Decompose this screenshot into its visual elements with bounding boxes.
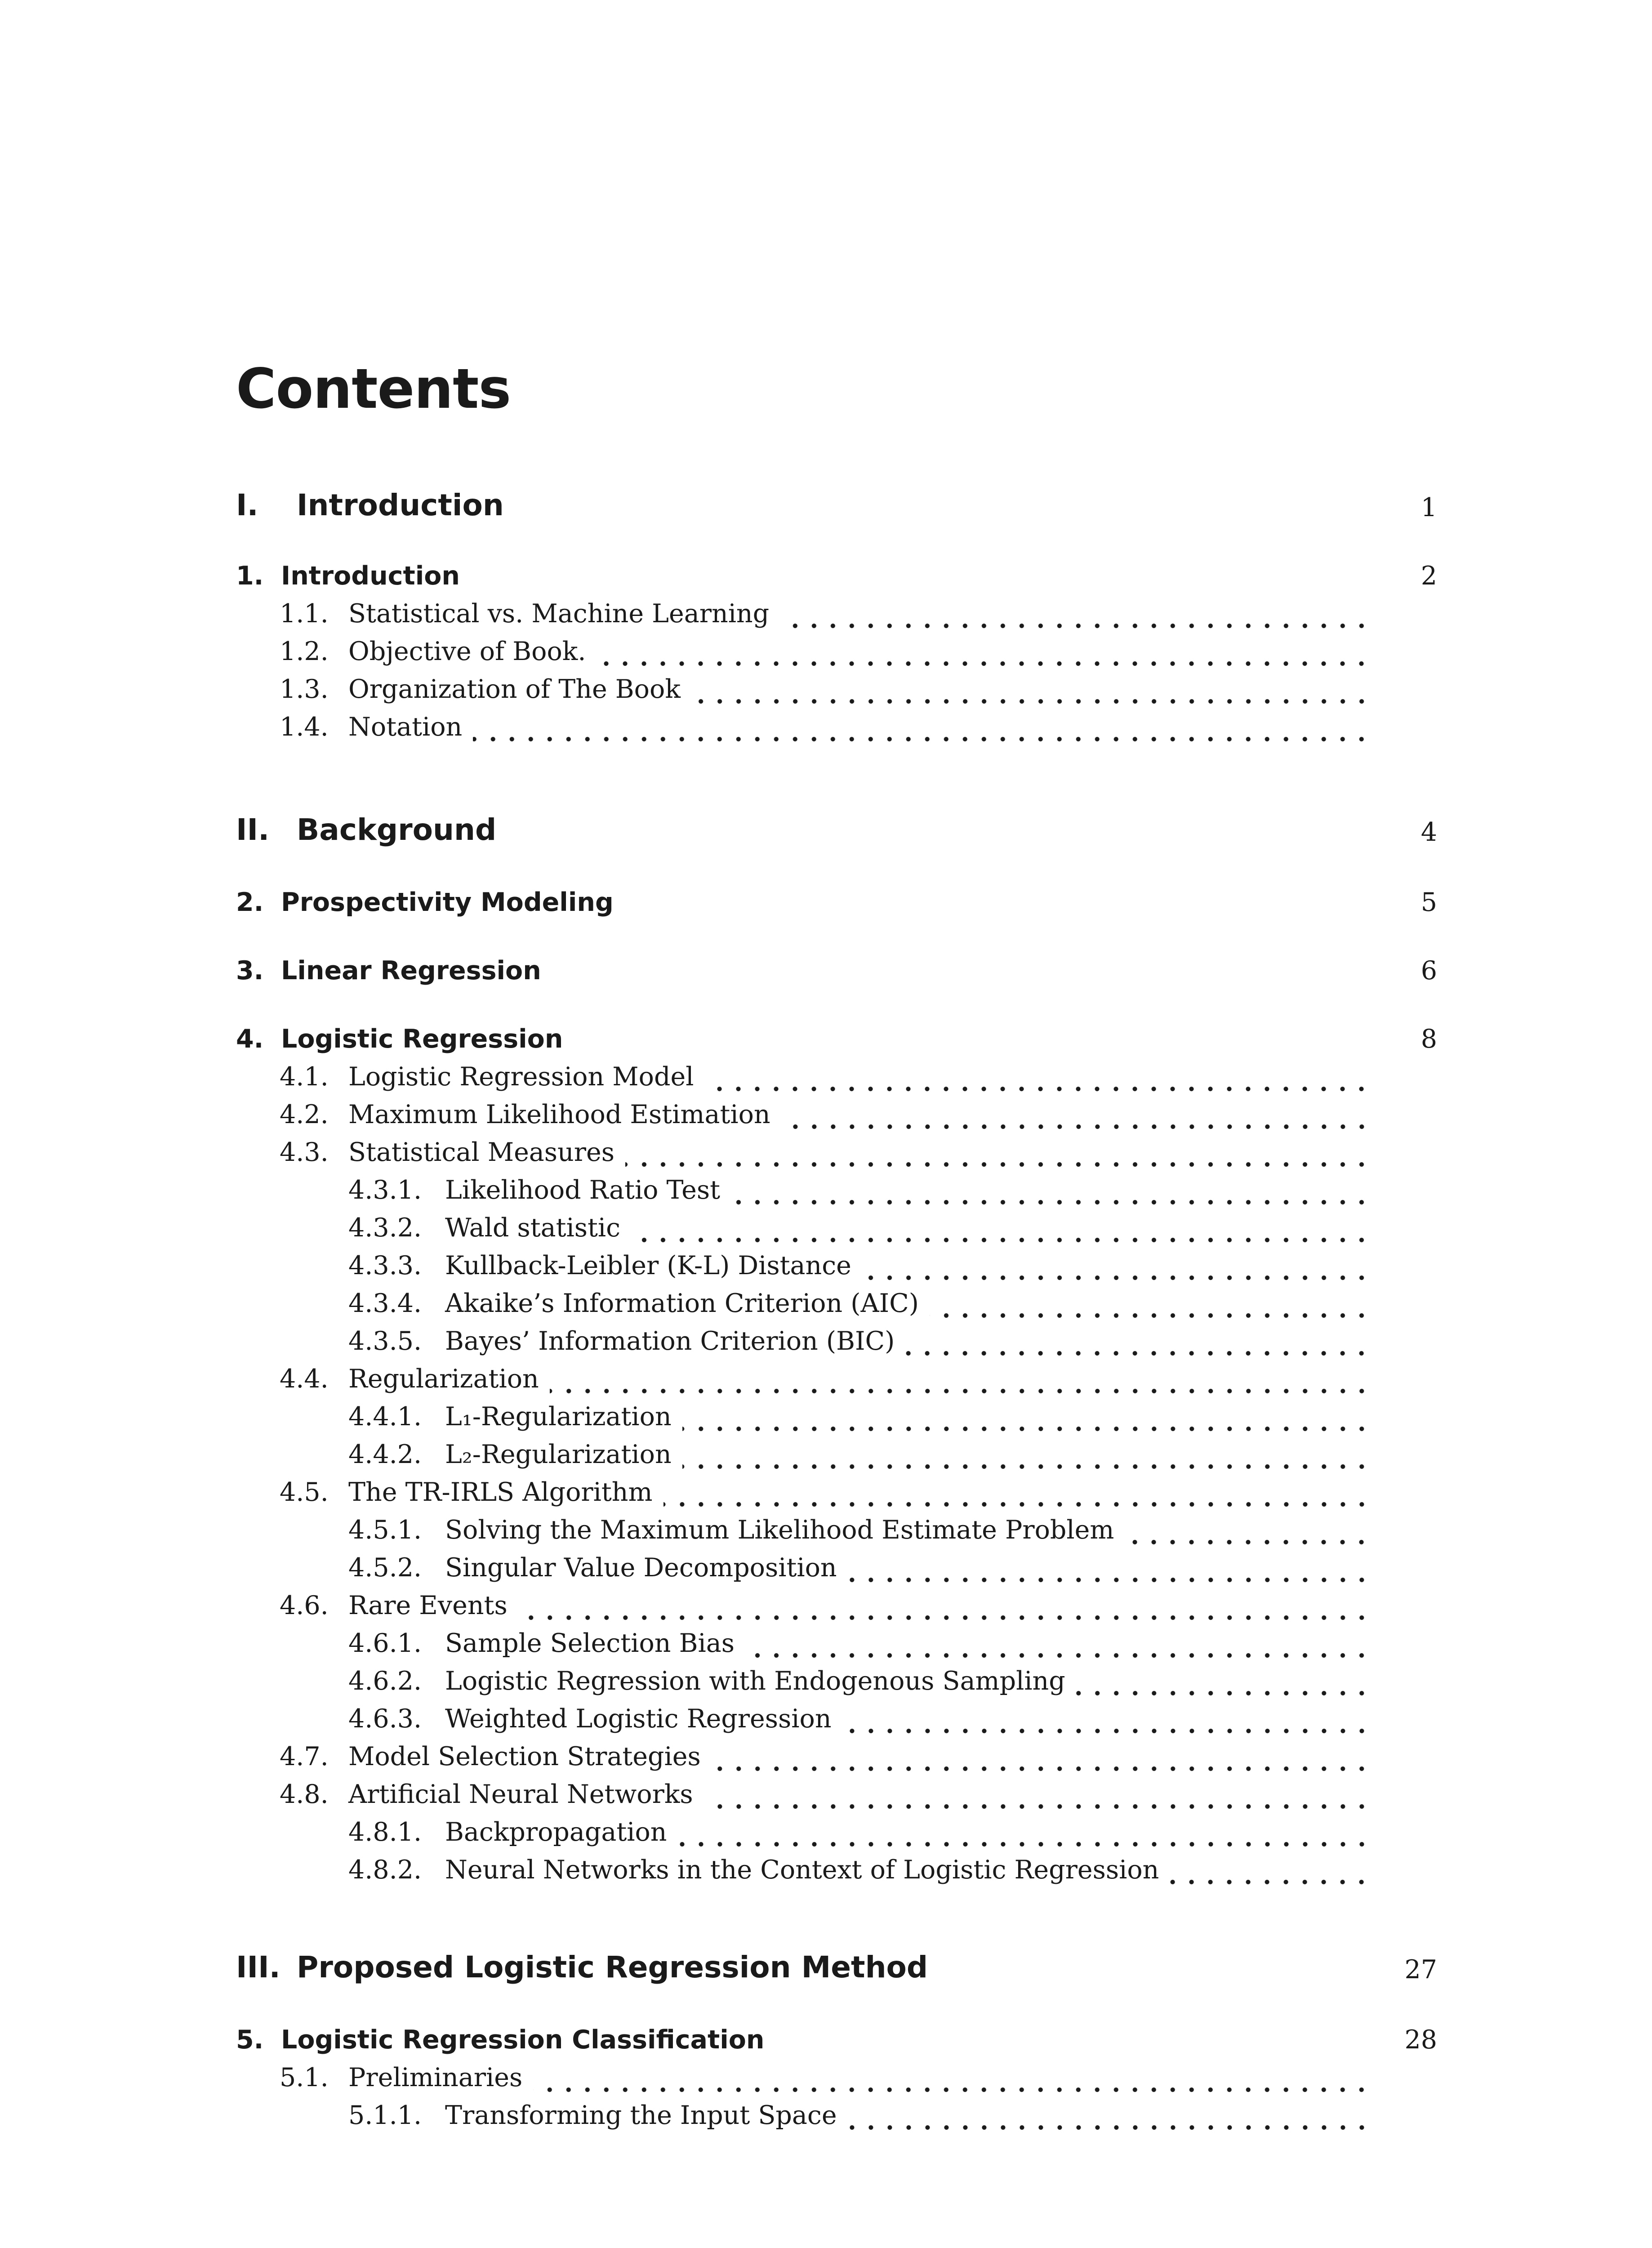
toc-entry-title: Introduction [281, 561, 460, 591]
toc-section [0, 1470, 1652, 1511]
dot-leader [1170, 1879, 1371, 1885]
toc-entry-number: 4.7. [280, 1742, 329, 1771]
toc-entry-title: L₂-Regularization [445, 1440, 672, 1469]
toc-part [0, 486, 1652, 526]
toc-entry-number: 4.6. [280, 1591, 329, 1620]
toc-entry-title: Transforming the Input Space [445, 2101, 837, 2130]
dot-leader [781, 1124, 1371, 1129]
toc-entry-number: 1. [236, 561, 264, 591]
toc-entry-number: III. [236, 1950, 281, 1985]
toc-entry-number: 4.3.3. [348, 1251, 422, 1280]
dot-leader [731, 1200, 1371, 1205]
toc-section [0, 1357, 1652, 1397]
toc-entry-title: Logistic Regression with Endogenous Sampling [445, 1666, 1065, 1696]
toc-entry-page-number: 8 [1420, 1024, 1437, 1054]
dot-leader [663, 1502, 1371, 1507]
toc-subsection [0, 1168, 1652, 1209]
toc-section [0, 592, 1652, 632]
toc-entry-number: 4.5.2. [348, 1553, 422, 1583]
toc-entry-number: 2. [236, 888, 264, 917]
toc-part [0, 1948, 1652, 1988]
toc-entry-title: Model Selection Strategies [348, 1742, 701, 1771]
dot-leader [550, 1388, 1371, 1394]
toc-entry-page-number: 6 [1420, 956, 1437, 986]
toc-entry-number: 4.8.2. [348, 1855, 422, 1885]
dot-leader [862, 1275, 1371, 1280]
toc-entry-number: 4.6.2. [348, 1666, 422, 1696]
toc-chapter [0, 2018, 1652, 2058]
toc-subsection [0, 1432, 1652, 1473]
toc-entry-page-number: 5 [1420, 888, 1437, 917]
toc-entry-title: Kullback-Leibler (K-L) Distance [445, 1251, 851, 1280]
dot-leader [930, 1313, 1371, 1318]
toc-entry-title: Statistical vs. Machine Learning [348, 599, 770, 629]
toc-part [0, 810, 1652, 851]
dot-leader [625, 1162, 1371, 1167]
toc-section [0, 705, 1652, 745]
toc-entry-title: Organization of The Book [348, 674, 681, 704]
toc-section [0, 1772, 1652, 1813]
toc-entry-title: Preliminaries [348, 2063, 523, 2092]
toc-entry-number: 4.3. [280, 1137, 329, 1167]
toc-entry-number: 4.4.1. [348, 1402, 422, 1432]
toc-entry-title: Maximum Likelihood Estimation [348, 1100, 770, 1129]
page-title: Contents [236, 357, 511, 421]
toc-subsection [0, 1659, 1652, 1699]
toc-entry-title: Introduction [297, 488, 504, 522]
dot-leader [682, 1464, 1371, 1469]
toc-entry-number: 4.8.1. [348, 1817, 422, 1847]
toc-entry-title: Logistic Regression [281, 1024, 563, 1054]
toc-entry-number: 1.4. [280, 712, 329, 742]
toc-subsection [0, 1319, 1652, 1360]
toc-subsection [0, 1244, 1652, 1284]
dot-leader [780, 623, 1371, 629]
toc-entry-title: Rare Events [348, 1591, 508, 1620]
toc-subsection [0, 1281, 1652, 1322]
toc-entry-title: Proposed Logistic Regression Method [297, 1950, 928, 1985]
toc-section [0, 1735, 1652, 1775]
dot-leader [1076, 1690, 1371, 1696]
toc-subsection [0, 1508, 1652, 1548]
toc-entry-number: I. [236, 488, 258, 522]
dot-leader [631, 1237, 1371, 1243]
dot-leader [842, 1728, 1371, 1734]
toc-entry-number: 5.1.1. [348, 2101, 422, 2130]
toc-entry-title: Background [297, 812, 497, 847]
toc-entry-title: Singular Value Decomposition [445, 1553, 837, 1583]
dot-leader [1125, 1539, 1371, 1545]
toc-entry-number: 4.2. [280, 1100, 329, 1129]
toc-section [0, 1055, 1652, 1095]
toc-subsection [0, 1848, 1652, 1888]
toc-entry-number: 4.6.1. [348, 1628, 422, 1658]
toc-chapter [0, 880, 1652, 921]
toc-section [0, 1130, 1652, 1171]
toc-subsection [0, 1206, 1652, 1246]
toc-section [0, 1583, 1652, 1624]
toc-entry-number: 4.6.3. [348, 1704, 422, 1734]
toc-entry-title: Objective of Book. [348, 637, 586, 666]
toc-entry-title: Prospectivity Modeling [281, 888, 614, 917]
toc-entry-title: Wald statistic [445, 1213, 621, 1243]
toc-subsection [0, 1697, 1652, 1737]
dot-leader [597, 661, 1371, 666]
toc-section [0, 629, 1652, 670]
toc-entry-number: 4.5. [280, 1477, 329, 1507]
dot-leader [712, 1766, 1371, 1771]
toc-chapter [0, 554, 1652, 594]
toc-entry-title: Logistic Regression Classification [281, 2025, 765, 2055]
dot-leader [848, 1577, 1371, 1583]
toc-entry-number: 4.3.1. [348, 1175, 422, 1205]
toc-entry-page-number: 4 [1420, 817, 1437, 847]
toc-entry-title: Sample Selection Bias [445, 1628, 735, 1658]
toc-entry-number: 1.3. [280, 674, 329, 704]
dot-leader [533, 2087, 1371, 2092]
toc-entry-number: 5. [236, 2025, 264, 2055]
toc-entry-page-number: 1 [1420, 493, 1437, 522]
toc-entry-title: Solving the Maximum Likelihood Estimate Problem [445, 1515, 1114, 1545]
toc-entry-number: 1.1. [280, 599, 329, 629]
toc-subsection [0, 1621, 1652, 1662]
dot-leader [848, 2125, 1371, 2130]
dot-leader [678, 1842, 1371, 1847]
toc-entry-title: Weighted Logistic Regression [445, 1704, 832, 1734]
toc-entry-title: Akaike’s Information Criterion (AIC) [445, 1289, 919, 1318]
toc-entry-title: Artificial Neural Networks [348, 1780, 693, 1809]
toc-subsection [0, 2093, 1652, 2134]
toc-entry-title: L₁-Regularization [445, 1402, 672, 1432]
toc-entry-page-number: 27 [1404, 1955, 1437, 1985]
toc-entry-number: 5.1. [280, 2063, 329, 2092]
dot-leader [518, 1615, 1371, 1620]
toc-entry-title: Neural Networks in the Context of Logistic Regression [445, 1855, 1159, 1885]
toc-entry-title: Backpropagation [445, 1817, 667, 1847]
dot-leader [745, 1653, 1371, 1658]
toc-entry-number: 4.4.2. [348, 1440, 422, 1469]
toc-chapter [0, 949, 1652, 989]
toc-subsection [0, 1810, 1652, 1851]
toc-entry-number: II. [236, 812, 270, 847]
toc-entry-title: Bayes’ Information Criterion (BIC) [445, 1326, 895, 1356]
dot-leader [905, 1351, 1371, 1356]
toc-entry-number: 4.3.5. [348, 1326, 422, 1356]
toc-entry-number: 4.1. [280, 1062, 329, 1092]
dot-leader [691, 699, 1371, 704]
toc-entry-number: 4. [236, 1024, 264, 1054]
toc-entry-number: 4.8. [280, 1780, 329, 1809]
toc-entry-title: Notation [348, 712, 463, 742]
toc-section [0, 667, 1652, 708]
dot-leader [704, 1086, 1371, 1092]
dot-leader [473, 736, 1371, 742]
toc-chapter [0, 1017, 1652, 1057]
toc-entry-number: 4.4. [280, 1364, 329, 1394]
dot-leader [682, 1426, 1371, 1432]
toc-entry-number: 4.3.2. [348, 1213, 422, 1243]
toc-subsection [0, 1395, 1652, 1435]
toc-entry-page-number: 28 [1404, 2025, 1437, 2055]
toc-entry-title: Regularization [348, 1364, 539, 1394]
toc-entry-number: 4.5.1. [348, 1515, 422, 1545]
toc-entry-title: Likelihood Ratio Test [445, 1175, 721, 1205]
toc-entry-number: 4.3.4. [348, 1289, 422, 1318]
toc-entry-title: The TR-IRLS Algorithm [348, 1477, 653, 1507]
toc-entry-number: 3. [236, 956, 264, 986]
toc-subsection [0, 1546, 1652, 1586]
toc-section [0, 1093, 1652, 1133]
toc-entry-title: Statistical Measures [348, 1137, 614, 1167]
toc-entry-title: Linear Regression [281, 956, 541, 986]
toc-section [0, 2056, 1652, 2096]
toc-entry-title: Logistic Regression Model [348, 1062, 694, 1092]
toc-entry-number: 1.2. [280, 637, 329, 666]
toc-entry-page-number: 2 [1420, 561, 1437, 591]
dot-leader [704, 1804, 1371, 1809]
